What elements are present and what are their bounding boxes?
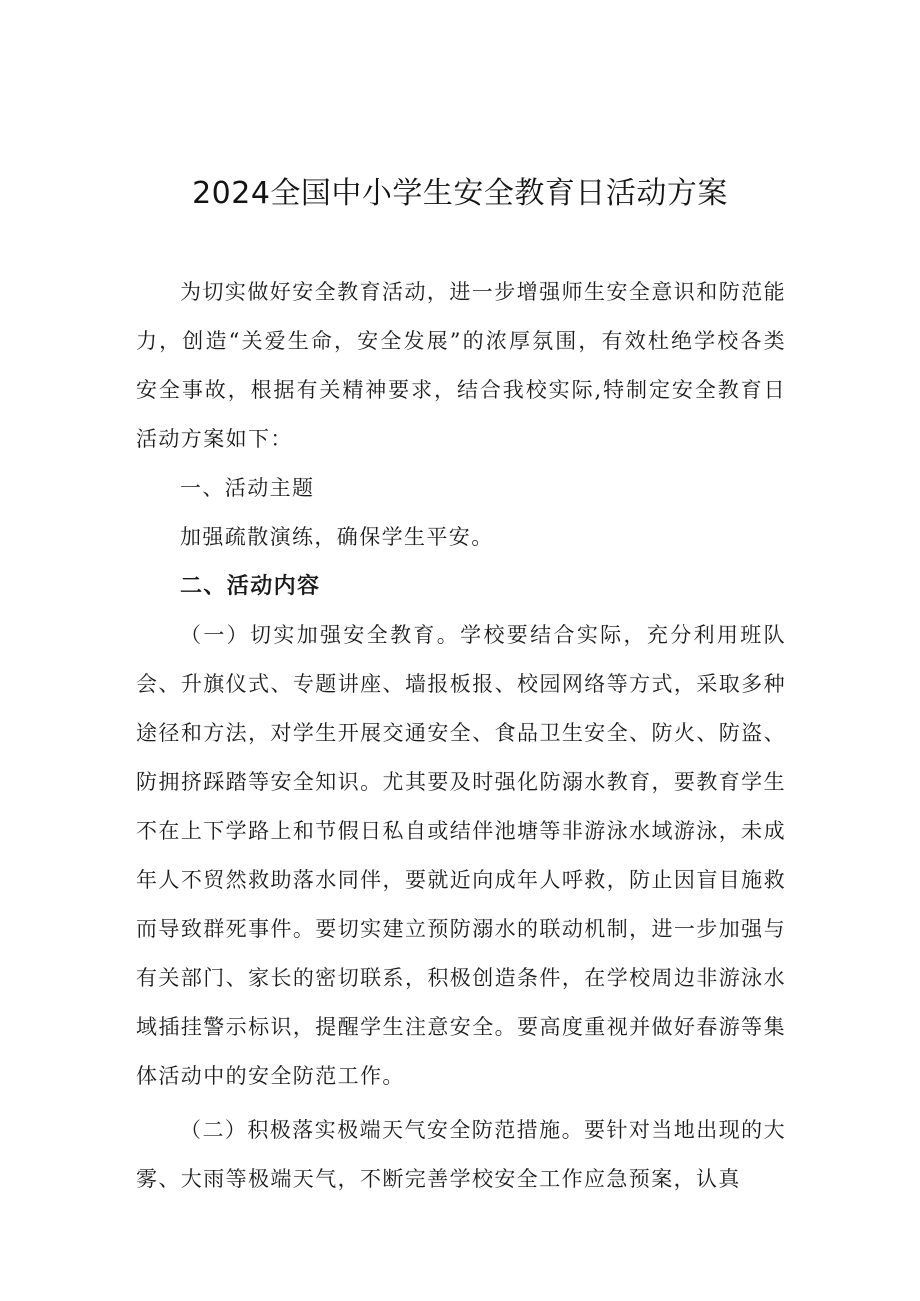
section-heading-theme: 一、活动主题	[180, 476, 315, 500]
content-item-1-paragraph: （一）切实加强安全教育。学校要结合实际，充分利用班队会、升旗仪式、专题讲座、墙报板报、校园网络等方式，采取多种途径和方法，对学生开展交通安全、食品卫生安全、防火、防盗、防拥挤踩踏等安全知识。尤其要及时强化防溺水教育，要教育学生不在上下学路上和节假日私自或结伴池塘等非游泳水域游泳，未成年人不贸然救助落水同伴，要就近向成年人呼救，防止因盲目施救而导致群死事件。要切实建立预防溺水的联动机制，进一步加强与有关部门、家长的密切联系，积极创造条件，在学校周边非游泳水域插挂警示标识，提醒学生注意安全。要高度重视并做好春游等集体活动中的安全防范工作。	[136, 623, 786, 1088]
content-item-2-paragraph: （二）积极落实极端天气安全防范措施。要针对当地出现的大雾、大雨等极端天气，不断完善学校安全工作应急预案，认真	[136, 1118, 786, 1191]
theme-paragraph: 加强疏散演练，确保学生平安。	[180, 525, 494, 549]
document-body	[136, 268, 786, 1301]
document-title: 2024全国中小学生安全教育日活动方案	[192, 176, 728, 211]
section-heading-content: 二、活动内容	[180, 574, 321, 599]
intro-paragraph: 为切实做好安全教育活动，进一步增强师生安全意识和防范能力，创造“关爱生命，安全发展”的浓厚氛围，有效杜绝学校各类安全事故，根据有关精神要求，结合我校实际,特制定安全教育日活动方案如下：	[136, 280, 786, 451]
